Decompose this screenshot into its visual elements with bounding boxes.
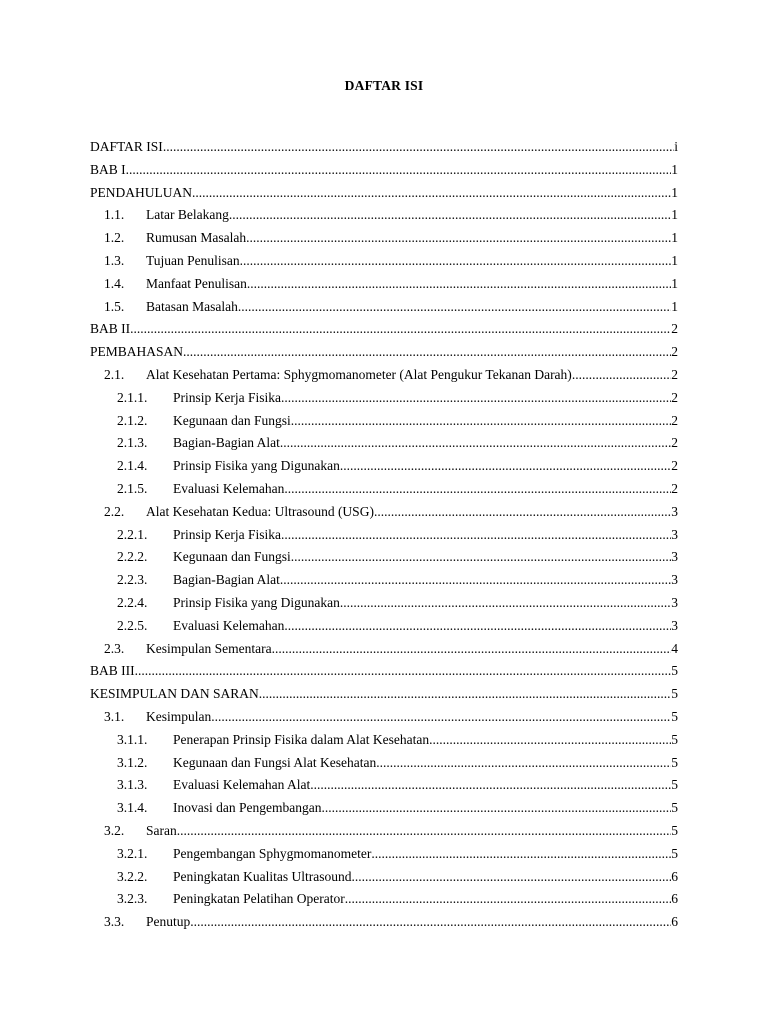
- toc-entry-title: Alat Kesehatan Kedua: Ultrasound (USG): [146, 503, 374, 519]
- toc-entry-number: 2.2.4.: [117, 594, 148, 610]
- toc-entry-page-number: 2: [671, 412, 678, 428]
- toc-entry[interactable]: [90, 387, 678, 410]
- dot-leader: [572, 364, 671, 387]
- toc-entry[interactable]: [90, 569, 678, 592]
- dot-leader: [177, 820, 672, 843]
- toc-entry-number: 1.5.: [104, 298, 125, 314]
- toc-entry-title: Bagian-Bagian Alat: [173, 435, 280, 451]
- toc-entry-title: Kegunaan dan Fungsi: [173, 412, 291, 428]
- toc-entry-page-number: 5: [671, 777, 678, 793]
- toc-entry[interactable]: [90, 888, 678, 911]
- toc-entry-number: 3.2.2.: [117, 868, 148, 884]
- toc-entry[interactable]: [90, 524, 678, 547]
- toc-entry-title: Inovasi dan Pengembangan: [173, 800, 322, 816]
- toc-entry[interactable]: [90, 318, 678, 341]
- toc-entry-number: 3.2.3.: [117, 891, 148, 907]
- dot-leader: [371, 843, 671, 866]
- toc-entry-page-number: 5: [671, 754, 678, 770]
- toc-entry-page-number: 3: [671, 526, 678, 542]
- dot-leader: [351, 866, 671, 889]
- toc-entry[interactable]: [90, 729, 678, 752]
- toc-entry[interactable]: [90, 204, 678, 227]
- toc-entry-title: Pengembangan Sphygmomanometer: [173, 845, 372, 861]
- dot-leader: [211, 706, 671, 729]
- toc-entry-page-number: 3: [671, 549, 678, 565]
- toc-entry-number: 3.1.1.: [117, 731, 148, 747]
- toc-entry-page-number: 1: [671, 161, 678, 177]
- toc-entry-title: Rumusan Masalah: [146, 230, 247, 246]
- toc-entry-number: 2.2.1.: [117, 526, 148, 542]
- toc-entry-title: Alat Kesehatan Pertama: Sphygmomanometer (Alat Pengukur Tekanan Darah): [146, 366, 572, 382]
- dot-leader: [229, 204, 671, 227]
- dot-leader: [281, 524, 671, 547]
- toc-entry[interactable]: [90, 911, 678, 934]
- dot-leader: [374, 501, 671, 524]
- toc-entry-page-number: 2: [671, 321, 678, 337]
- toc-entry-title: BAB III: [90, 663, 135, 679]
- toc-entry-page-number: 5: [671, 845, 678, 861]
- toc-entry[interactable]: [90, 638, 678, 661]
- toc-entry[interactable]: [90, 501, 678, 524]
- dot-leader: [280, 569, 671, 592]
- toc-entry-number: 2.1.3.: [117, 435, 148, 451]
- toc-entry-page-number: 2: [671, 344, 678, 360]
- toc-entry-number: 3.2.: [104, 822, 125, 838]
- toc-entry-number: 2.1.5.: [117, 480, 148, 496]
- toc-entry-title: Batasan Masalah: [146, 298, 238, 314]
- page-title: DAFTAR ISI: [344, 78, 424, 93]
- toc-entry[interactable]: [90, 364, 678, 387]
- toc-entry-page-number: 6: [671, 914, 678, 930]
- toc-entry-page-number: 5: [671, 663, 678, 679]
- toc-entry-page-number: 2: [671, 366, 678, 382]
- toc-entry-page-number: 2: [671, 458, 678, 474]
- toc-entry-page-number: 5: [671, 708, 678, 724]
- toc-entry-title: Evaluasi Kelemahan: [173, 617, 285, 633]
- dot-leader: [280, 432, 671, 455]
- dot-leader: [321, 797, 671, 820]
- toc-entry-number: 3.1.2.: [117, 754, 148, 770]
- toc-entry-page-number: 4: [671, 640, 678, 656]
- toc-entry-number: 3.1.: [104, 708, 125, 724]
- dot-leader: [291, 410, 672, 433]
- dot-leader: [130, 318, 671, 341]
- toc-entry-title: Evaluasi Kelemahan: [173, 480, 285, 496]
- toc-entry[interactable]: [90, 683, 678, 706]
- toc-entry[interactable]: [90, 227, 678, 250]
- toc-entry-number: 2.1.2.: [117, 412, 148, 428]
- table-of-contents: [90, 136, 678, 934]
- toc-entry-number: 2.1.: [104, 366, 125, 382]
- toc-entry-number: 3.1.4.: [117, 800, 148, 816]
- dot-leader: [340, 592, 671, 615]
- toc-entry-page-number: 1: [671, 230, 678, 246]
- dot-leader: [376, 752, 671, 775]
- toc-entry-page-number: 1: [671, 275, 678, 291]
- toc-entry-page-number: 2: [671, 389, 678, 405]
- toc-entry-title: Kesimpulan Sementara: [146, 640, 272, 656]
- toc-entry[interactable]: [90, 159, 678, 182]
- toc-entry[interactable]: [90, 866, 678, 889]
- toc-entry[interactable]: [90, 660, 678, 683]
- toc-entry-page-number: 5: [671, 686, 678, 702]
- toc-entry-page-number: 2: [671, 435, 678, 451]
- toc-entry-number: 2.2.2.: [117, 549, 148, 565]
- toc-entry-title: Prinsip Kerja Fisika: [173, 389, 281, 405]
- toc-entry-number: 1.3.: [104, 252, 125, 268]
- dot-leader: [126, 159, 672, 182]
- dot-leader: [238, 296, 671, 319]
- toc-entry-number: 2.1.4.: [117, 458, 148, 474]
- toc-entry-number: 2.2.3.: [117, 572, 148, 588]
- toc-entry-page-number: 5: [671, 822, 678, 838]
- toc-entry[interactable]: [90, 478, 678, 501]
- toc-entry-page-number: 1: [671, 298, 678, 314]
- toc-entry-title: PENDAHULUAN: [90, 184, 192, 200]
- dot-leader: [183, 341, 671, 364]
- dot-leader: [281, 387, 671, 410]
- dot-leader: [240, 250, 672, 273]
- toc-entry-title: Tujuan Penulisan: [146, 252, 240, 268]
- toc-entry-number: 1.1.: [104, 207, 125, 223]
- dot-leader: [272, 638, 672, 661]
- toc-entry-page-number: 2: [671, 480, 678, 496]
- toc-entry-page-number: 3: [671, 617, 678, 633]
- toc-entry-number: 2.1.1.: [117, 389, 148, 405]
- dot-leader: [135, 660, 672, 683]
- toc-entry-title: PEMBAHASAN: [90, 344, 184, 360]
- toc-entry[interactable]: [90, 797, 678, 820]
- toc-entry-number: 2.2.: [104, 503, 125, 519]
- toc-entry[interactable]: [90, 341, 678, 364]
- toc-entry-page-number: 6: [671, 891, 678, 907]
- dot-leader: [246, 227, 671, 250]
- toc-entry-title: BAB I: [90, 161, 126, 177]
- dot-leader: [284, 615, 671, 638]
- toc-entry-title: Penerapan Prinsip Fisika dalam Alat Kesehatan: [173, 731, 430, 747]
- toc-entry-number: 2.2.5.: [117, 617, 148, 633]
- toc-entry[interactable]: [90, 546, 678, 569]
- toc-entry-number: 3.2.1.: [117, 845, 148, 861]
- toc-entry-title: Manfaat Penulisan: [146, 275, 247, 291]
- toc-entry[interactable]: [90, 136, 678, 159]
- dot-leader: [163, 136, 674, 159]
- dot-leader: [310, 774, 671, 797]
- toc-entry-page-number: 3: [671, 503, 678, 519]
- toc-entry[interactable]: [90, 432, 678, 455]
- dot-leader: [340, 455, 671, 478]
- toc-entry-number: 2.3.: [104, 640, 125, 656]
- toc-entry-page-number: i: [674, 139, 678, 154]
- toc-entry-title: BAB II: [90, 321, 131, 337]
- toc-entry-title: DAFTAR ISI: [90, 139, 163, 154]
- toc-entry-title: Prinsip Kerja Fisika: [173, 526, 281, 542]
- toc-entry-page-number: 1: [671, 184, 678, 200]
- dot-leader: [192, 182, 671, 205]
- toc-entry-title: Prinsip Fisika yang Digunakan: [173, 458, 340, 474]
- toc-entry-page-number: 1: [671, 207, 678, 223]
- toc-entry-page-number: 5: [671, 731, 678, 747]
- toc-entry[interactable]: [90, 820, 678, 843]
- toc-entry[interactable]: [90, 843, 678, 866]
- dot-leader: [345, 888, 672, 911]
- toc-entry-title: Bagian-Bagian Alat: [173, 572, 280, 588]
- toc-entry[interactable]: [90, 455, 678, 478]
- toc-entry-page-number: 3: [671, 594, 678, 610]
- toc-entry[interactable]: [90, 273, 678, 296]
- toc-entry-number: 3.1.3.: [117, 777, 148, 793]
- toc-entry-number: 3.3.: [104, 914, 125, 930]
- toc-entry[interactable]: [90, 410, 678, 433]
- toc-entry-number: 1.4.: [104, 275, 125, 291]
- toc-entry-title: KESIMPULAN DAN SARAN: [90, 686, 259, 702]
- dot-leader: [247, 273, 671, 296]
- toc-entry-title: Prinsip Fisika yang Digunakan: [173, 594, 340, 610]
- toc-entry-title: Saran: [146, 822, 177, 838]
- toc-entry[interactable]: [90, 615, 678, 638]
- toc-entry[interactable]: [90, 592, 678, 615]
- toc-entry[interactable]: [90, 182, 678, 205]
- dot-leader: [284, 478, 671, 501]
- toc-entry[interactable]: [90, 296, 678, 319]
- toc-entry-page-number: 3: [671, 572, 678, 588]
- toc-entry-title: Latar Belakang: [146, 207, 229, 223]
- toc-entry-title: Penutup: [146, 914, 191, 930]
- toc-entry[interactable]: [90, 250, 678, 273]
- toc-entry-title: Peningkatan Kualitas Ultrasound: [173, 868, 352, 884]
- dot-leader: [291, 546, 672, 569]
- toc-entry-title: Peningkatan Pelatihan Operator: [173, 891, 345, 907]
- toc-entry-page-number: 5: [671, 800, 678, 816]
- toc-entry[interactable]: [90, 752, 678, 775]
- toc-entry-page-number: 1: [671, 252, 678, 268]
- toc-entry-title: Kesimpulan: [146, 708, 212, 724]
- toc-entry-title: Kegunaan dan Fungsi: [173, 549, 291, 565]
- dot-leader: [259, 683, 671, 706]
- toc-entry-title: Kegunaan dan Fungsi Alat Kesehatan: [173, 754, 377, 770]
- dot-leader: [190, 911, 671, 934]
- dot-leader: [429, 729, 671, 752]
- toc-entry[interactable]: [90, 774, 678, 797]
- toc-entry-number: 1.2.: [104, 230, 125, 246]
- toc-entry-title: Evaluasi Kelemahan Alat: [173, 777, 311, 793]
- toc-entry-page-number: 6: [671, 868, 678, 884]
- toc-entry[interactable]: [90, 706, 678, 729]
